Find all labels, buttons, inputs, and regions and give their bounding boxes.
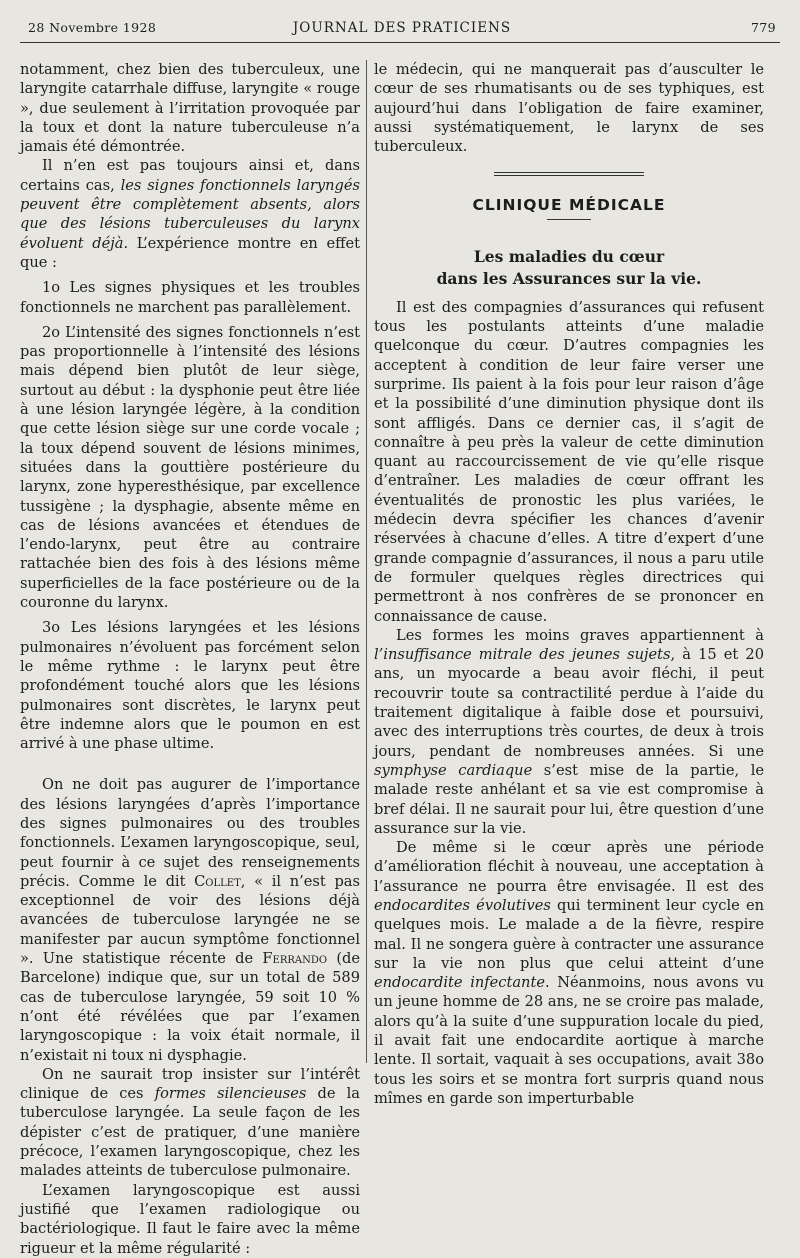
text-run: L’expérience montre en effet que : — [20, 234, 360, 271]
paragraph: L’examen laryngoscopique est aussi justifié que l’examen radiologique ou bactériologique. Il faut le faire avec la même rigueur et la même régularité : — [20, 1181, 360, 1257]
paragraph: 3o Les lésions laryngées et les lésions pulmonaires n’évoluent pas forcément selon le même rythme : le larynx peut être profondément touché alors que les lésions pulmonaires sont discrètes, le larynx peut être indemne alors que le poumon en est arrivé à une phase ultime. — [20, 619, 360, 753]
paragraph — [20, 156, 360, 272]
text-run: , « il n’est pas exceptionnel de voir des lésions déjà avancées de tuberculose laryngée ne se manifester par aucun symptôme fonctionnel ». Une statistique récente de — [20, 872, 360, 968]
italic-text: les signes fonctionnels laryngés peuvent être complètement absents, alors que des lésions tuberculeuses du larynx évoluent déjà. — [20, 176, 361, 252]
author-name: Collet — [194, 872, 241, 890]
article-title-line: dans les Assurances sur la vie. — [436, 268, 702, 288]
text-run: de la tuberculose laryngée. La seule façon de les dépister c’est de pratiquer, d’une manière précoce, l’examen laryngoscopique, chez les malades atteints de tuberculose pulmonaire. — [20, 1085, 360, 1180]
article-title — [374, 246, 764, 290]
paragraph: notamment, chez bien des tuberculeux, une laryngite catarrhale diffuse, laryngite « rouge », due seulement à l’irritation provoquée par la toux et dont la nature tuberculeuse n’a jamais été démontrée. — [20, 61, 360, 156]
text-run: s’est mise de la partie, le malade reste anhélant et sa vie est compromise à bref délai. Il ne saurait pour lui, être question d’une assurance sur la vie. — [374, 761, 764, 837]
column-divider — [366, 60, 367, 1063]
article-title-line: Les maladies du cœur — [473, 246, 665, 266]
author-name: Ferrando — [262, 950, 328, 968]
text-run: , à 15 et 20 ans, un myocarde a beau avoir fléchi, il peut recouvrir toute sa contractilité perdue à l’aide du traitement digitalique à faible dose et poursuivi, avec des interruptions très courtes, de deux à trois jours, pendant de nombreuses années. Si une — [374, 646, 764, 760]
paragraph — [20, 1065, 360, 1181]
left-column — [20, 60, 360, 1258]
text-run: . Néanmoins, nous avons vu un jeune homme de 28 ans, ne se croire pas malade, alors qu’à la suite d’une suppuration locale du pied, il avait fait une endocardite aortique à marche lente. Il sortait, vaquait à ses occupations, avait 38o tous les soirs et se montra fort surpris quand nous mîmes en garde son imperturbable — [374, 974, 764, 1107]
journal-title: JOURNAL DES PRATICIENS — [292, 20, 512, 36]
paragraph: le médecin, qui ne manquerait pas d’ausculter le cœur de ses rhumatisants ou de ses typhiques, est aujourd’hui dans l’obligation de faire examiner, aussi systématiquement, le larynx de ses tuberculeux. — [374, 61, 764, 156]
text-run: Il n’en est pas toujours ainsi et, dans certains cas, — [20, 157, 360, 194]
text-run: On ne doit pas augurer de l’importance des lésions laryngées d’après l’importance des signes pulmonaires ou des troubles fonctionnels. L’examen laryngoscopique, seul, peut fournir à ce sujet des renseignements précis. Comme le dit — [20, 776, 360, 890]
paragraph — [374, 838, 764, 1108]
text-run: On ne saurait trop insister sur l’intérêt clinique de ces — [20, 1065, 360, 1103]
running-head — [28, 20, 776, 40]
italic-text: endocardites évolutives — [374, 896, 551, 914]
paragraph: 1o Les signes physiques et les troubles fonctionnels ne marchent pas parallèlement. — [20, 279, 360, 316]
paragraph — [20, 775, 360, 1064]
section-title: CLINIQUE MÉDICALE — [472, 196, 666, 215]
paragraph: 2o L’intensité des signes fonctionnels n’est pas proportionnelle à l’intensité des lésions mais dépend bien plutôt de leur siège, surtout au début : la dysphonie peut être liée à une lésion laryngée légère, à la condition que cette lésion siège sur une corde vocale ; la toux dépend souvent de lésions minimes, situées dans la gouttière postérieure du larynx, zone hyperesthésique, par excellence tussigène ; la dysphagie, absente même en cas de lésions avancées et étendues de l’endo-larynx, peut être au contraire rattachée bien des fois à des lésions même superficielles de la face postérieure ou de la couronne du larynx. — [20, 323, 360, 612]
header-rule — [20, 42, 780, 43]
italic-text: l’insuffisance mitrale des jeunes sujets — [374, 646, 671, 664]
right-column — [374, 60, 764, 1108]
section-underline — [547, 219, 591, 220]
text-run: De même si le cœur après une période d’amélioration fléchit à nouveau, une acceptation à l’assurance ne pourra être envisagée. Il est des — [374, 839, 764, 895]
italic-text: formes silencieuses — [154, 1085, 307, 1103]
text-run: Les formes les moins graves appartiennent à — [396, 626, 764, 644]
paragraph-gap — [20, 753, 360, 775]
section-separator — [494, 172, 644, 176]
paragraph — [374, 626, 764, 838]
italic-text: endocardite infectante — [374, 974, 545, 992]
page-number: 779 — [750, 20, 776, 35]
issue-date: 28 Novembre 1928 — [28, 20, 157, 35]
italic-text: symphyse cardiaque — [374, 761, 533, 779]
text-run: (de Barcelone) indique que, sur un total de 589 cas de tuberculose laryngée, 59 soit 10 % n’ont été révélées que par l’examen laryngoscopique : la voix était normale, il n’existait ni toux ni dysphagie. — [20, 950, 360, 1064]
text-run: qui terminent leur cycle en quelques mois. Le malade a de la fièvre, respire mal. Il ne songera guère à contracter une assurance sur la vie non plus que celui atteint d’une — [374, 896, 764, 972]
paragraph: Il est des compagnies d’assurances qui refusent tous les postulants atteints d’une maladie quelconque du cœur. D’autres compagnies les acceptent à condition de leur faire verser une surprime. Ils paient à la fois pour leur raison d’âge et la possibilité d’une diminution physique dont ils sont affligés. Dans ce dernier cas, il s’agit de connaître à peu près la valeur de cette diminution quant au raccourcissement de vie qu’elle risque d’entraîner. Les maladies de cœur offrant les éventualités de pronostic les plus variées, le médecin devra spécifier les chances d’avenir réservées à chacune d’elles. A titre d’expert d’une grande compagnie d’assurances, il nous a paru utile de formuler quelques règles directrices qui permettront à nos confrères de se prononcer en connaissance de cause. — [374, 298, 764, 625]
